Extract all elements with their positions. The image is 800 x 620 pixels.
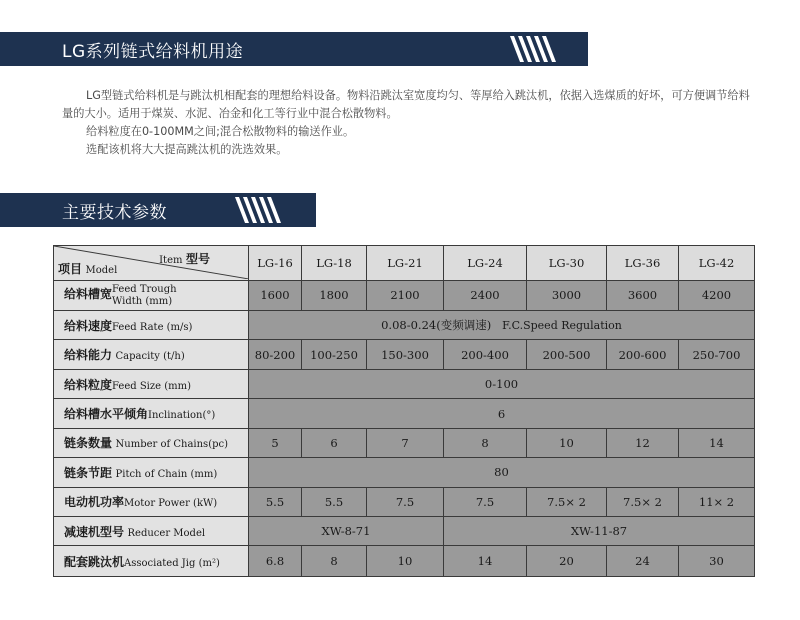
table-cell: 200-500 xyxy=(527,340,607,369)
table-cell: 7 xyxy=(367,428,444,457)
table-cell: 4200 xyxy=(679,280,755,310)
row-label-cn: 给料速度 xyxy=(64,318,113,333)
row-label-en: Associated Jig (m²) xyxy=(124,557,220,569)
row-label-cn: 给料槽宽 xyxy=(64,287,113,302)
table-cell: 3600 xyxy=(607,280,679,310)
row-label xyxy=(54,458,249,487)
table-row xyxy=(54,546,755,577)
table-cell-span xyxy=(249,310,755,339)
model-header: LG-42 xyxy=(679,246,755,281)
row-label xyxy=(54,487,249,516)
table-cell: 6.8 xyxy=(249,546,302,577)
table-cell: 11× 2 xyxy=(679,487,755,516)
model-header: LG-24 xyxy=(444,246,527,281)
row-label xyxy=(54,310,249,339)
table-cell: 2400 xyxy=(444,280,527,310)
row-label-cn: 给料能力 xyxy=(64,348,113,363)
model-header: LG-18 xyxy=(302,246,367,281)
table-cell: 10 xyxy=(527,428,607,457)
table-cell: 7.5 xyxy=(444,487,527,516)
table-cell-group: XW-11-87 xyxy=(444,517,755,546)
table-row xyxy=(54,280,755,310)
row-label-en: Number of Chains(pc) xyxy=(115,439,228,451)
table-row xyxy=(54,517,755,546)
row-label-en: Inclination(°) xyxy=(148,410,216,421)
row-label-en: Capacity (t/h) xyxy=(115,351,185,363)
table-cell: 5 xyxy=(249,428,302,457)
row-label-cn: 链条数量 xyxy=(64,436,113,451)
row-label-cn: 给料粒度 xyxy=(64,377,113,392)
model-header: LG-16 xyxy=(249,246,302,281)
row-label-cn: 给料槽水平倾角 xyxy=(64,407,149,421)
span-extra: F.C.Speed Regulation xyxy=(502,319,622,333)
row-label-en: Motor Power (kW) xyxy=(124,498,218,510)
table-cell: 5.5 xyxy=(302,487,367,516)
stripes-decoration-icon xyxy=(233,193,293,227)
header-project-cn: 项目 xyxy=(58,261,83,276)
table-cell: 100-250 xyxy=(302,340,367,369)
table-cell: 14 xyxy=(444,546,527,577)
table-row xyxy=(54,458,755,487)
table-cell: 3000 xyxy=(527,280,607,310)
table-cell: 20 xyxy=(527,546,607,577)
table-cell: 8 xyxy=(444,428,527,457)
table-cell: 200-400 xyxy=(444,340,527,369)
table-cell: 7.5 xyxy=(367,487,444,516)
table-cell: 14 xyxy=(679,428,755,457)
table-row xyxy=(54,340,755,369)
table-cell-span: 0-100 xyxy=(249,369,755,398)
header-item-cn: 型号 xyxy=(185,252,210,266)
row-label-en: Feed Trough xyxy=(112,284,177,296)
model-header: LG-30 xyxy=(527,246,607,281)
stripes-decoration-icon xyxy=(508,32,568,66)
row-label-cn: 配套跳汰机 xyxy=(64,554,125,569)
table-cell: 80-200 xyxy=(249,340,302,369)
row-label-cn: 电动机功率 xyxy=(64,495,125,510)
section-title-specs: 主要技术参数 xyxy=(62,202,167,223)
table-cell-span: 6 xyxy=(249,399,755,428)
table-cell-span: 80 xyxy=(249,458,755,487)
row-label-en: Reducer Model xyxy=(127,527,206,539)
table-row xyxy=(54,399,755,428)
row-label-en: Feed Size (mm) xyxy=(112,380,192,392)
row-label xyxy=(54,280,249,310)
section-title-usage: LG系列链式给料机用途 xyxy=(62,41,244,62)
intro-paragraph: 给料粒度在0-100MM之间;混合松散物料的输送作业。 xyxy=(86,125,355,138)
intro-paragraph: LG型链式给料机是与跳汰机相配套的理想给料设备。物料沿跳汰室宽度均匀、等厚给入跳汰机，依据入选煤质的好坏，可方便调节给料量的大小。适用于煤炭、水泥、冶金和化工等行业中混合松散物料。 xyxy=(62,89,750,120)
row-label xyxy=(54,369,249,398)
table-cell: 7.5× 2 xyxy=(607,487,679,516)
table-cell: 200-600 xyxy=(607,340,679,369)
table-cell: 10 xyxy=(367,546,444,577)
table-row xyxy=(54,428,755,457)
header-project-en: Model xyxy=(85,264,118,276)
row-label-cn: 减速机型号 xyxy=(64,524,125,539)
intro-paragraph: 选配该机将大大提高跳汰机的洗选效果。 xyxy=(86,143,288,156)
row-label-cn: 链条节距 xyxy=(64,465,113,480)
span-value: 0.08-0.24(变频调速) xyxy=(381,318,492,333)
table-cell: 150-300 xyxy=(367,340,444,369)
table-cell: 5.5 xyxy=(249,487,302,516)
row-label-en: Width (mm) xyxy=(112,296,173,308)
row-label xyxy=(54,517,249,546)
table-cell: 12 xyxy=(607,428,679,457)
row-label-en: Feed Rate (m/s) xyxy=(112,321,193,333)
table-cell: 2100 xyxy=(367,280,444,310)
table-row xyxy=(54,369,755,398)
table-header-row xyxy=(54,246,755,281)
row-label xyxy=(54,340,249,369)
header-diagonal-cell xyxy=(54,246,249,281)
section-banner-usage xyxy=(0,32,588,66)
table-row xyxy=(54,310,755,339)
intro-text xyxy=(62,87,752,159)
table-cell: 6 xyxy=(302,428,367,457)
row-label xyxy=(54,546,249,577)
table-cell: 24 xyxy=(607,546,679,577)
table-cell: 30 xyxy=(679,546,755,577)
table-cell: 8 xyxy=(302,546,367,577)
table-cell: 1600 xyxy=(249,280,302,310)
table-row xyxy=(54,487,755,516)
row-label xyxy=(54,428,249,457)
table-cell: 1800 xyxy=(302,280,367,310)
table-cell-group: XW-8-71 xyxy=(249,517,444,546)
table-cell: 250-700 xyxy=(679,340,755,369)
section-banner-specs xyxy=(0,193,316,227)
row-label xyxy=(54,399,249,428)
spec-table xyxy=(53,245,755,577)
header-item-en: Item xyxy=(159,255,183,266)
model-header: LG-21 xyxy=(367,246,444,281)
table-cell: 7.5× 2 xyxy=(527,487,607,516)
spec-table-container xyxy=(53,245,754,577)
row-label-en: Pitch of Chain (mm) xyxy=(115,468,218,480)
model-header: LG-36 xyxy=(607,246,679,281)
